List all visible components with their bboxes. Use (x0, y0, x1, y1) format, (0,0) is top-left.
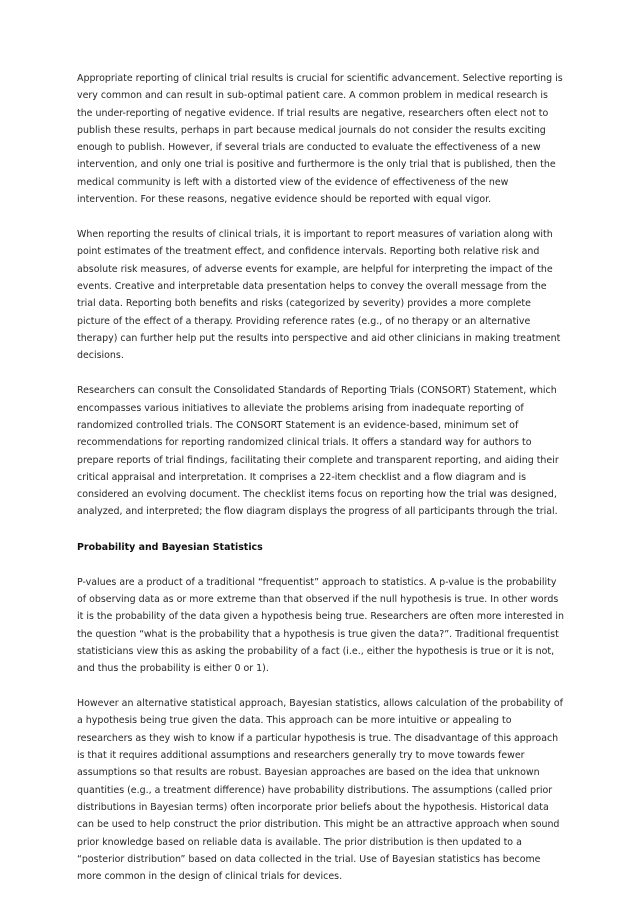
paragraph-reporting-negative-evidence: Appropriate reporting of clinical trial results is crucial for scientific advancement. Selective reporting is very common and can result in sub-optimal patient care. A common problem in medical research is the under-reporting of negative evidence. If trial results are negative, researchers often elect not to publish these results, perhaps in part because medical journals do not consider the results exciting enough to publish. However, if several trials are conducted to evaluate the effectiveness of a new intervention, and only one trial is positive and furthermore is the only trial that is published, then the medical community is left with a distorted view of the evidence of effectiveness of the new intervention. For these reasons, negative evidence should be reported with equal vigor. (77, 73, 563, 206)
document-page (77, 70, 564, 903)
paragraph-measures-of-variation: When reporting the results of clinical trials, it is important to report measures of variation along with point estimates of the treatment effect, and confidence intervals. Reporting both relative risk and absolute risk measures, of adverse events for example, are helpful for interpreting the impact of the events. Creative and interpretable data presentation helps to convey the overall message from the trial data. Reporting both benefits and risks (categorized by severity) provides a more complete picture of the effect of a therapy. Providing reference rates (e.g., of no therapy or an alternative therapy) can further help put the results into perspective and aid other clinicians in making treatment decisions. (77, 229, 561, 362)
paragraph-bayesian-statistics: However an alternative statistical approach, Bayesian statistics, allows calculation of the probability of a hypothesis being true given the data. This approach can be more intuitive or appealing to researchers as they wish to know if a particular hypothesis is true. The disadvantage of this approach is that it requires additional assumptions and researchers generally try to move towards fewer assumptions so that results are robust. Bayesian approaches are based on the idea that unknown quantities (e.g., a treatment difference) have probability distributions. The assumptions (called prior distributions in Bayesian terms) often incorporate prior beliefs about the hypothesis. Historical data can be used to help construct the prior distribution. This might be an attractive approach when sound prior knowledge based on reliable data is available. The prior distribution is then updated to a “posterior distribution” based on data collected in the trial. Use of Bayesian statistics has become more common in the design of clinical trials for devices. (77, 698, 563, 883)
paragraph-consort-statement: Researchers can consult the Consolidated Standards of Reporting Trials (CONSORT) Statement, which encompasses various initiatives to alleviate the problems arising from inadequate reporting of randomized controlled trials. The CONSORT Statement is an evidence-based, minimum set of recommendations for reporting randomized clinical trials. It offers a standard way for authors to prepare reports of trial findings, facilitating their complete and transparent reporting, and aiding their critical appraisal and interpretation. It comprises a 22-item checklist and a flow diagram and is considered an evolving document. The checklist items focus on reporting how the trial was designed, analyzed, and interpreted; the flow diagram displays the progress of all participants through the trial. (77, 385, 559, 518)
section-heading: Probability and Bayesian Statistics (77, 541, 263, 553)
paragraph-p-values: P-values are a product of a traditional “frequentist” approach to statistics. A p-value is the probability of observing data as or more extreme than that observed if the null hypothesis is true. In other words it is the probability of the data given a hypothesis being true. Researchers are often more interested in the question “what is the probability that a hypothesis is true given the data?”. Traditional frequentist statisticians view this as asking the probability of a fact (i.e., either the hypothesis is true or it is not, and thus the probability is either 0 or 1). (77, 576, 564, 675)
